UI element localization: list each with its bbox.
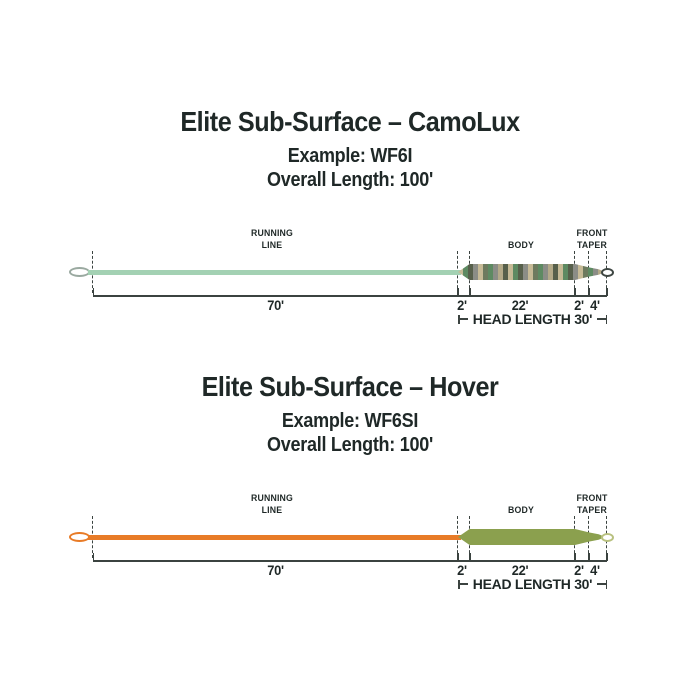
- overall-length-line: Overall Length: 100': [267, 434, 433, 456]
- fly-line-diagram: [0, 485, 700, 600]
- running-line-label: RUNNING LINE: [250, 228, 294, 251]
- body-label: BODY: [508, 240, 534, 251]
- example-line: Example: WF6I: [287, 145, 413, 167]
- running-line-graphic: [88, 270, 461, 275]
- front-welded-loop-icon: [601, 268, 614, 277]
- front-taper-label: FRONT TAPER: [576, 228, 608, 251]
- head-taper-graphic: [458, 262, 603, 282]
- dimension-tick: [588, 288, 590, 296]
- head-length-bracket: [458, 577, 607, 591]
- dimension-tick: [606, 553, 608, 561]
- head-length-bracket: [458, 312, 607, 326]
- front-taper-length-value: 2': [574, 562, 584, 578]
- running-length-value: 70': [267, 562, 284, 578]
- rear-taper-length-value: 2': [457, 562, 467, 578]
- tip-length-value: 4': [590, 297, 600, 313]
- rear-taper-length-value: 2': [457, 297, 467, 313]
- example-line: Example: WF6SI: [281, 410, 419, 432]
- head-taper-graphic: [458, 527, 603, 547]
- diagram-section-hover: [0, 369, 700, 609]
- running-line-label: RUNNING LINE: [250, 493, 294, 516]
- page-title: Elite Sub-Surface – Hover: [201, 371, 499, 402]
- dimension-tick: [457, 288, 459, 296]
- body-label: BODY: [508, 505, 534, 516]
- dimension-tick: [588, 553, 590, 561]
- dimension-tick: [469, 288, 471, 296]
- head-length-value: HEAD LENGTH 30': [472, 311, 593, 327]
- front-taper-length-value: 2': [574, 297, 584, 313]
- rear-welded-loop-icon: [69, 532, 90, 542]
- dimension-tick: [606, 288, 608, 296]
- tip-length-value: 4': [590, 562, 600, 578]
- diagram-section-camolux: [0, 104, 700, 344]
- page-title: Elite Sub-Surface – CamoLux: [180, 106, 520, 137]
- dimension-tick: [469, 553, 471, 561]
- bracket-line: [597, 583, 605, 585]
- rear-welded-loop-icon: [69, 267, 90, 277]
- dimension-tick: [93, 288, 95, 296]
- body-length-value: 22': [511, 297, 529, 313]
- dimension-tick: [93, 553, 95, 561]
- head-length-value: HEAD LENGTH 30': [472, 576, 593, 592]
- front-welded-loop-icon: [601, 533, 614, 542]
- dimension-tick: [574, 553, 576, 561]
- dimension-tick: [574, 288, 576, 296]
- bracket-end-bar: [606, 580, 608, 589]
- body-length-value: 22': [511, 562, 529, 578]
- bracket-line: [460, 583, 468, 585]
- overall-length-line: Overall Length: 100': [267, 169, 433, 191]
- bracket-line: [597, 318, 605, 320]
- bracket-end-bar: [606, 315, 608, 324]
- dimension-tick: [457, 553, 459, 561]
- running-line-graphic: [88, 535, 461, 540]
- running-length-value: 70': [267, 297, 284, 313]
- front-taper-label: FRONT TAPER: [576, 493, 608, 516]
- fly-line-diagram: [0, 220, 700, 335]
- bracket-line: [460, 318, 468, 320]
